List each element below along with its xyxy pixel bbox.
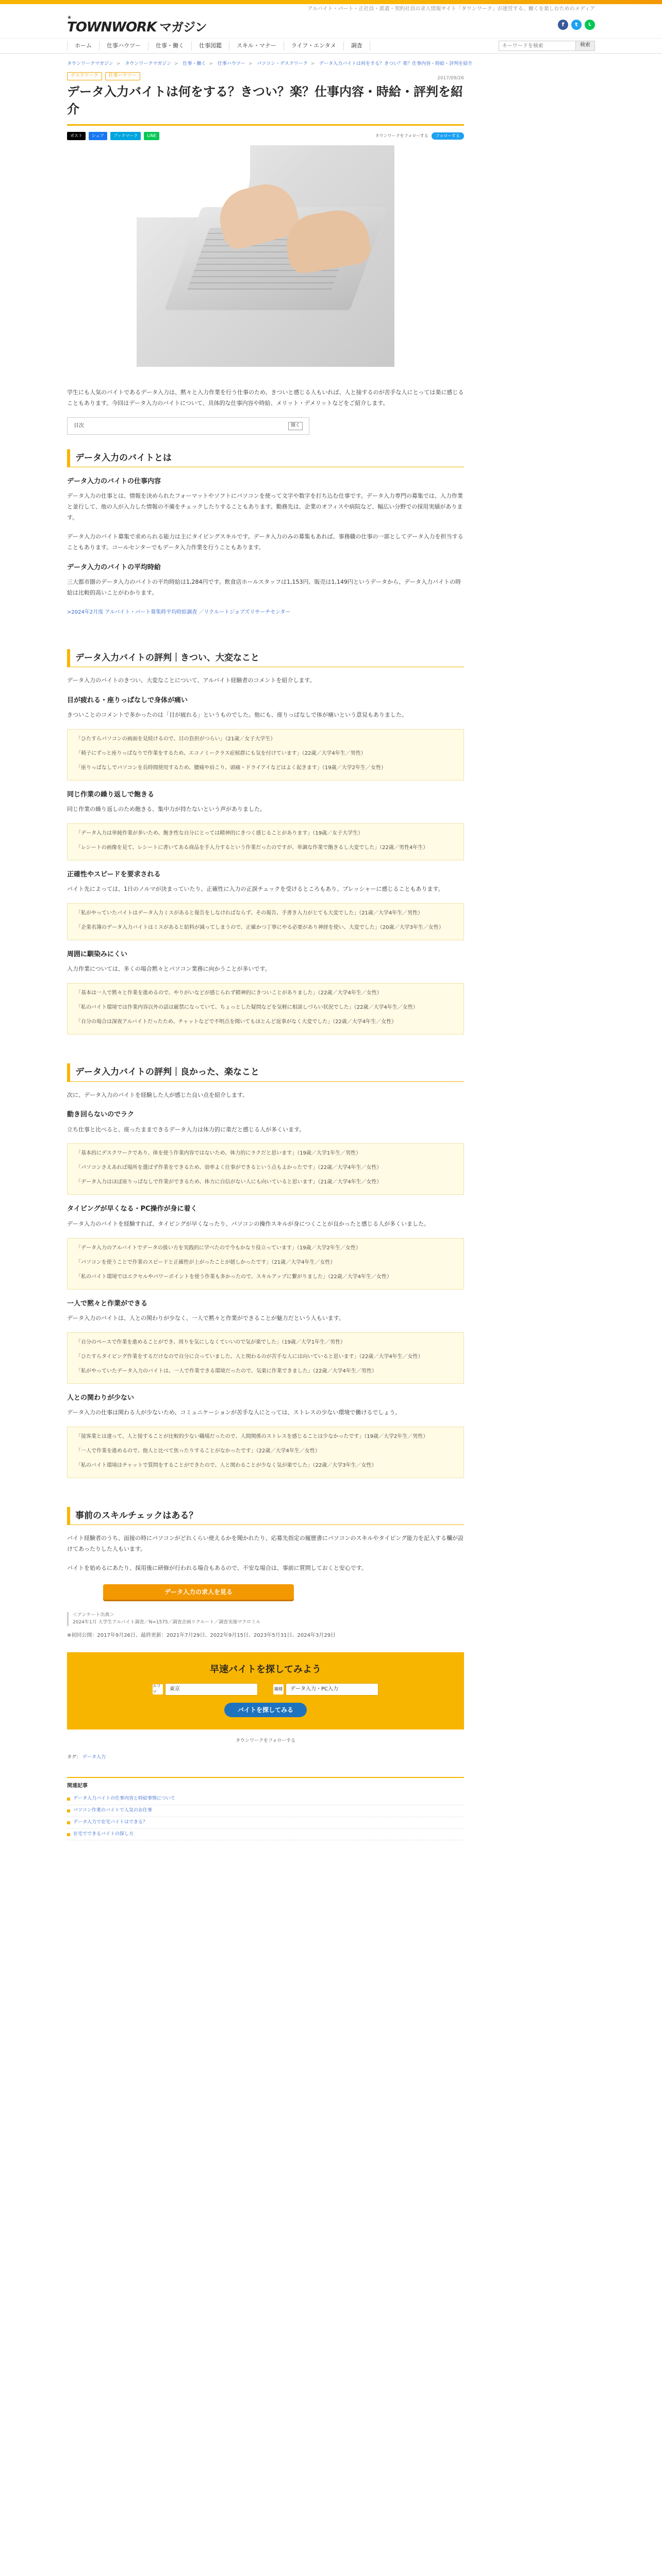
job-search-title: 早速バイトを探してみよう xyxy=(210,1664,321,1675)
follow-button[interactable]: フォローする xyxy=(432,132,464,140)
area-field xyxy=(153,1683,258,1696)
subsection-heading: データ入力のバイトの仕事内容 xyxy=(67,478,161,486)
quote-box xyxy=(67,1332,464,1384)
follow-bottom[interactable]: タウンワークをフォローする xyxy=(235,1738,296,1744)
quote-box xyxy=(67,729,464,781)
breadcrumb-item[interactable]: 仕事・働く xyxy=(183,61,206,66)
section-heading: データ入力のバイトとは xyxy=(67,449,464,467)
paragraph: データ入力の仕事とは、情報を決められたフォーマットやソフトにパソコンを使って文字や数字を打ち込む仕事です。データ入力専門の募集では、入力作業と並行して、他の人が入力した情報の不備をチェックしたりすることもあります。勤務先は、企業のオフィスや病院など、幅広い分野での採用実績があります。 xyxy=(67,493,463,521)
nav-life[interactable]: ライフ・エンタメ xyxy=(284,41,344,50)
subsection-heading: 人との関わりが少ない xyxy=(67,1394,135,1402)
related-tag-row: タグ： データ入力 xyxy=(67,1755,106,1760)
global-nav xyxy=(0,38,662,54)
paragraph: 次に、データ入力のバイトを経験した人が感じた良い点を紹介します。 xyxy=(67,1091,249,1098)
quote: 「レシートの画像を見て、レシートに書いてある商品を手入力するという作業だったのですが、単調な作業で飽きるし大変でした」（22歳／男性4年生） xyxy=(76,845,428,851)
quote: 「自分の場合は深夜アルバイトだったため、チャットなどで不明点を聞いてもほとんど返事がなく大変でした」（22歳／大学4年生／女性） xyxy=(76,1019,397,1025)
subsection-heading: 正確性やスピードを要求される xyxy=(67,871,161,879)
area-icon: エリア xyxy=(153,1684,163,1694)
paragraph: データ入力のバイトを経験すれば、タイピングが早くなったり、パソコンの操作スキルが身につくことが良かったと感じる人が多くいました。 xyxy=(67,1220,430,1227)
search-input[interactable] xyxy=(499,41,576,51)
subsection-heading: 一人で黙々と作業ができる xyxy=(67,1299,148,1308)
header-sns xyxy=(558,20,595,30)
quote: 「ひたすらパソコンの画面を見続けるので、目の負担がつらい」（21歳／女子大学生） xyxy=(76,736,276,742)
quote: 「ひたすらタイピング作業をするだけなので自分に合っていました。人と関わるのが苦手な人には向いていると思います」（22歳／大学4年生／女性） xyxy=(76,1353,423,1360)
related-item[interactable]: パソコン作業のバイトで人気のお仕事 xyxy=(67,1805,464,1817)
quote-box xyxy=(67,1238,464,1290)
job-icon: 職種 xyxy=(273,1684,284,1694)
site-header xyxy=(0,11,662,38)
nav-howto[interactable]: 仕事ハウツー xyxy=(100,41,148,50)
paragraph: バイトを始めるにあたり、採用後に研修が行われる場合もあるので、不安な場合は、事前に質問しておくと安心です。 xyxy=(67,1564,367,1571)
related-list xyxy=(67,1793,464,1841)
paragraph: データ入力のバイト募集で求められる能力は主にタイピングスキルです。データ入力のみの募集もあれば、事務職の仕事の一部としてデータ入力を担当することもあります。コールセンターでもデータ入力作業を行うこともあります。 xyxy=(67,533,464,551)
title-divider xyxy=(67,124,464,126)
hero-image xyxy=(137,145,394,367)
related-tag[interactable]: データ入力 xyxy=(82,1755,106,1760)
quote: 「パソコンさえあれば場所を選ばず作業をできるため、効率よく仕事ができるという点もよかったです」（22歳／大学4年生／女性） xyxy=(76,1165,382,1171)
breadcrumb-item[interactable]: パソコン・デスクワーク xyxy=(257,61,308,66)
quote-box xyxy=(67,823,464,860)
logo-townwork: TOWNWORK xyxy=(67,20,157,35)
subsection-heading: 同じ作業の繰り返しで飽きる xyxy=(67,791,155,799)
follow-row xyxy=(375,132,464,140)
breadcrumb-item[interactable]: 仕事ハウツー xyxy=(217,61,245,66)
section-heading: データ入力バイトの評判｜良かった、楽なこと xyxy=(67,1063,464,1081)
quote: 「一人で作業を進めるので、他人と比べて焦ったりすることがなかったです」（22歳／大学4年生／女性） xyxy=(76,1448,320,1454)
twitter-icon[interactable]: t xyxy=(571,20,582,30)
quote: 「データ入力のアルバイトでデータの扱い方を実践的に学べたので今もかなり役立っています」（19歳／大学2年生／女性） xyxy=(76,1245,361,1251)
intro-text: 学生にも人気のバイトであるデータ入力は、黙々と入力作業を行う仕事のため、きついと感じる人もいれば、人と接するのが苦手な人にとっては楽に感じることもあります。今回はデータ入力のバイトについて、具体的な仕事内容や時給、メリット・デメリットなどをご紹介します。 xyxy=(67,389,464,407)
quote: 「私がやっていたバイトはデータ入力ミスがあると報告をしなければならず、その報告、手書き入力がとても大変でした」（21歳／大学4年生／男性） xyxy=(76,910,423,917)
breadcrumb: タウンワークマガジン > タウンワークマガジン > 仕事・働く > 仕事ハウツー > パソコン・デスクワーク > データ入力バイトは何をする？きつい？楽？仕事内容・時給・評判を紹介 xyxy=(67,61,473,66)
site-search xyxy=(499,41,595,51)
job-select[interactable]: データ入力・PC入力 xyxy=(286,1683,378,1696)
facebook-icon[interactable]: f xyxy=(558,20,568,30)
source-link[interactable]: >2024年2月度 アルバイト・パート募集時平均時給調査 ／リクルートジョブズリサーチセンター xyxy=(67,609,291,615)
paragraph: 入力作業については、多くの場合黙々とパソコン業務に向かうことが多いです。 xyxy=(67,965,271,973)
nav-home[interactable]: ホーム xyxy=(67,41,100,50)
subsection-heading: 周囲に馴染みにくい xyxy=(67,951,128,959)
share-hatena-button[interactable]: ブックマーク xyxy=(110,132,141,140)
breadcrumb-item[interactable]: タウンワークマガジン xyxy=(125,61,171,66)
quote: 「パソコンを使うことで作業のスピードと正確性が上がったことが嬉しかったです」（21歳／大学4年生／女性） xyxy=(76,1259,336,1265)
job-search-box xyxy=(67,1652,464,1730)
subsection-heading: データ入力のバイトの平均時給 xyxy=(67,563,161,571)
paragraph: 立ち仕事と比べると、座ったままできるデータ入力は体力的に楽だと感じる人が多くいます。 xyxy=(67,1126,305,1133)
quote-box xyxy=(67,983,464,1035)
toc-toggle-button[interactable]: 開く xyxy=(288,422,303,430)
share-line-button[interactable]: LINE xyxy=(144,132,159,140)
related-item[interactable]: データ入力バイトの仕事内容と時給事情について xyxy=(67,1793,464,1805)
paragraph: データ入力の仕事は関わる人が少ないため、コミュニケーションが苦手な人にとっては、ストレスの少ない環境で働けるでしょう。 xyxy=(67,1409,401,1416)
paragraph: 同じ作業の繰り返しのため飽きる、集中力が持たないという声がありました。 xyxy=(67,806,266,813)
subsection-heading: 動き回らないのでラク xyxy=(67,1111,135,1119)
quote-box xyxy=(67,903,464,940)
quote: 「私のバイト環境ではエクセルやパワーポイントを使う作業も多かったので、スキルアップに繋がりました」（22歳／大学4年生／女性） xyxy=(76,1274,392,1280)
follow-text: タウンワークをフォローする xyxy=(375,133,428,138)
related-heading: 関連記事 xyxy=(67,1777,464,1790)
subsection-heading: 目が疲れる・座りっぱなしで身体が痛い xyxy=(67,697,188,705)
article-tags xyxy=(67,72,464,80)
job-listing-cta-button[interactable]: データ入力の求人を見る xyxy=(103,1584,294,1600)
paragraph: バイト経験者のうち、面接の時にパソコンがどれくらい使えるかを聞かれたり、応募先指定の履歴書にパソコンのスキルやタイピング能力を記入する欄が設けてあったりした人もいます。 xyxy=(67,1534,464,1552)
tag[interactable]: 仕事ハウツー xyxy=(105,72,140,80)
share-x-button[interactable]: ポスト xyxy=(67,132,86,140)
toc-label: 目次 xyxy=(74,423,84,429)
nav-jobguide[interactable]: 仕事図鑑 xyxy=(192,41,229,50)
quote: 「椅子にずっと座りっぱなりで作業をするため、エコノミークラス症候群にも気を付けています」（22歳／大学4年生／男性） xyxy=(76,751,366,757)
table-of-contents[interactable] xyxy=(67,417,309,435)
quote-box xyxy=(67,1427,464,1478)
section-heading: 事前のスキルチェックはある？ xyxy=(67,1507,464,1525)
top-color-bar xyxy=(0,0,662,4)
line-icon[interactable]: L xyxy=(585,20,595,30)
paragraph: データ入力のバイトは、人との関わりが少なく、一人で黙々と作業ができることが魅力だという人もいます。 xyxy=(67,1314,344,1321)
quote: 「私のバイト環境はチャットで質問をすることができたので、人と関わることが少なく気が楽でした」（22歳／大学3年生／女性） xyxy=(76,1462,377,1468)
breadcrumb-current: データ入力バイトは何をする？きつい？楽？仕事内容・時給・評判を紹介 xyxy=(319,61,473,66)
paragraph: 三大都市圏のデータ入力のバイトの平均時給は1,284円です。飲食店ホールスタッフは1,153円、販売は1,149円というデータから、データ入力バイトの時給は比較的高いことがわかります。 xyxy=(67,578,461,596)
publish-date: 2017/09/26 xyxy=(437,75,464,81)
nav-research[interactable]: 調査 xyxy=(344,41,370,50)
tag[interactable]: デスクワーク xyxy=(67,72,102,80)
article-title: データ入力バイトは何をする？きつい？楽？仕事内容・時給・評判を紹介 xyxy=(67,84,463,116)
share-row xyxy=(67,132,464,140)
job-field xyxy=(273,1683,378,1696)
search-jobs-button[interactable]: バイトを探してみる xyxy=(224,1703,307,1717)
subsection-heading: タイピングが早くなる・PC操作が身に着く xyxy=(67,1205,197,1213)
nav-skills[interactable]: スキル・マナー xyxy=(229,41,284,50)
quote-box xyxy=(67,1143,464,1195)
article-main xyxy=(67,72,464,1840)
paragraph: きついことのコメントで多かったのは「目が疲れる」というものでした。他にも、座りっぱなしで体が痛いという意見もありました。 xyxy=(67,711,407,719)
paragraph: データ入力のバイトのきつい、大変なことについて、アルバイト経験者のコメントを紹介します。 xyxy=(67,677,316,684)
section-heading: データ入力バイトの評判｜きつい、大変なこと xyxy=(67,649,464,667)
quote: 「企業名簿のデータ入力バイトはミスがあると給料が減ってしまうので、正確かつ丁寧にやる必要があり神経を使い、大変でした」（20歳／大学3年生／女性） xyxy=(76,925,444,931)
quote: 「私のバイト環境では作業内容以外の話は厳禁になっていて、ちょっとした疑問などを気軽に相談しづらい状況でした」（22歳／大学4年生／女性） xyxy=(76,1005,418,1011)
site-tagline: アルバイト・パート・正社員・派遣・契約社員の求人情報サイト「タウンワーク」が運営する、働くを楽しむためのメディア xyxy=(307,6,595,12)
area-select[interactable]: 東京 xyxy=(165,1683,258,1696)
nav-work[interactable]: 仕事・働く xyxy=(148,41,192,50)
paragraph: バイト先によっては、1日のノルマが決まっていたり、正確性に入力の正誤チェックを受けるところもあり、プレッシャーに感じることもあります。 xyxy=(67,886,444,893)
quote: 「私がやっていたデータ入力のバイトは、一人で作業できる環境だったので、気楽に作業できました」（22歳／大学4年生／男性） xyxy=(76,1368,377,1374)
share-facebook-button[interactable]: シェア xyxy=(89,132,107,140)
logo-magazine: マガジン xyxy=(159,20,207,35)
quote: 「データ入力は単純作業が多いため、飽き性な自分にとっては精神的にきつく感じることがあります」（19歳／女子大学生） xyxy=(76,831,363,837)
survey-source: ＜アンケート出典＞ 2024年1月 大学生アルバイト調査／N=1575／調査企画リクルート／調査実施マクロミル xyxy=(67,1612,464,1626)
quote: 「接客業とは違って、人と接することが比較的少ない職場だったので、人間関係のストレスを感じることは少なかったです」（19歳／大学2年生／男性） xyxy=(76,1433,428,1439)
breadcrumb-item[interactable]: タウンワークマガジン xyxy=(67,61,113,66)
quote: 「自分のペースで作業を進めることができ、周りを気にしなくていいので気が楽でした」（19歳／大学1年生／男性） xyxy=(76,1339,346,1345)
related-item[interactable]: 在宅でできるバイトの探し方 xyxy=(67,1829,464,1841)
site-logo[interactable] xyxy=(67,15,207,34)
logo-small: ★ xyxy=(67,15,72,21)
update-notes: ※初回公開：2017年9月26日、最終更新：2021年7月29日、2022年9月15日、2023年5月31日、2024年3月29日 xyxy=(67,1633,336,1639)
related-item[interactable]: データ入力で在宅バイトはできる？ xyxy=(67,1817,464,1829)
search-button[interactable]: 検索 xyxy=(576,41,595,51)
quote: 「基本的にデスクワークであり、体を使う作業内容ではないため、体力的にラクだと思います」（19歳／大学1年生／男性） xyxy=(76,1150,361,1157)
quote: 「座りっぱなしでパソコンを長時間使用するため、腰痛や肩こり、頭痛・ドライアイなどはよく起きます」（19歳／大学2年生／女性） xyxy=(76,765,386,771)
quote: 「データ入力はほぼ座りっぱなしで作業ができるため、体力に自信がない人にも向いていると思います」（21歳／大学4年生／女性） xyxy=(76,1179,382,1185)
quote: 「基本は一人で黙々と作業を進めるので、やりがいなどが感じられず精神的にきついことがありました」（22歳／大学4年生／女性） xyxy=(76,990,382,996)
